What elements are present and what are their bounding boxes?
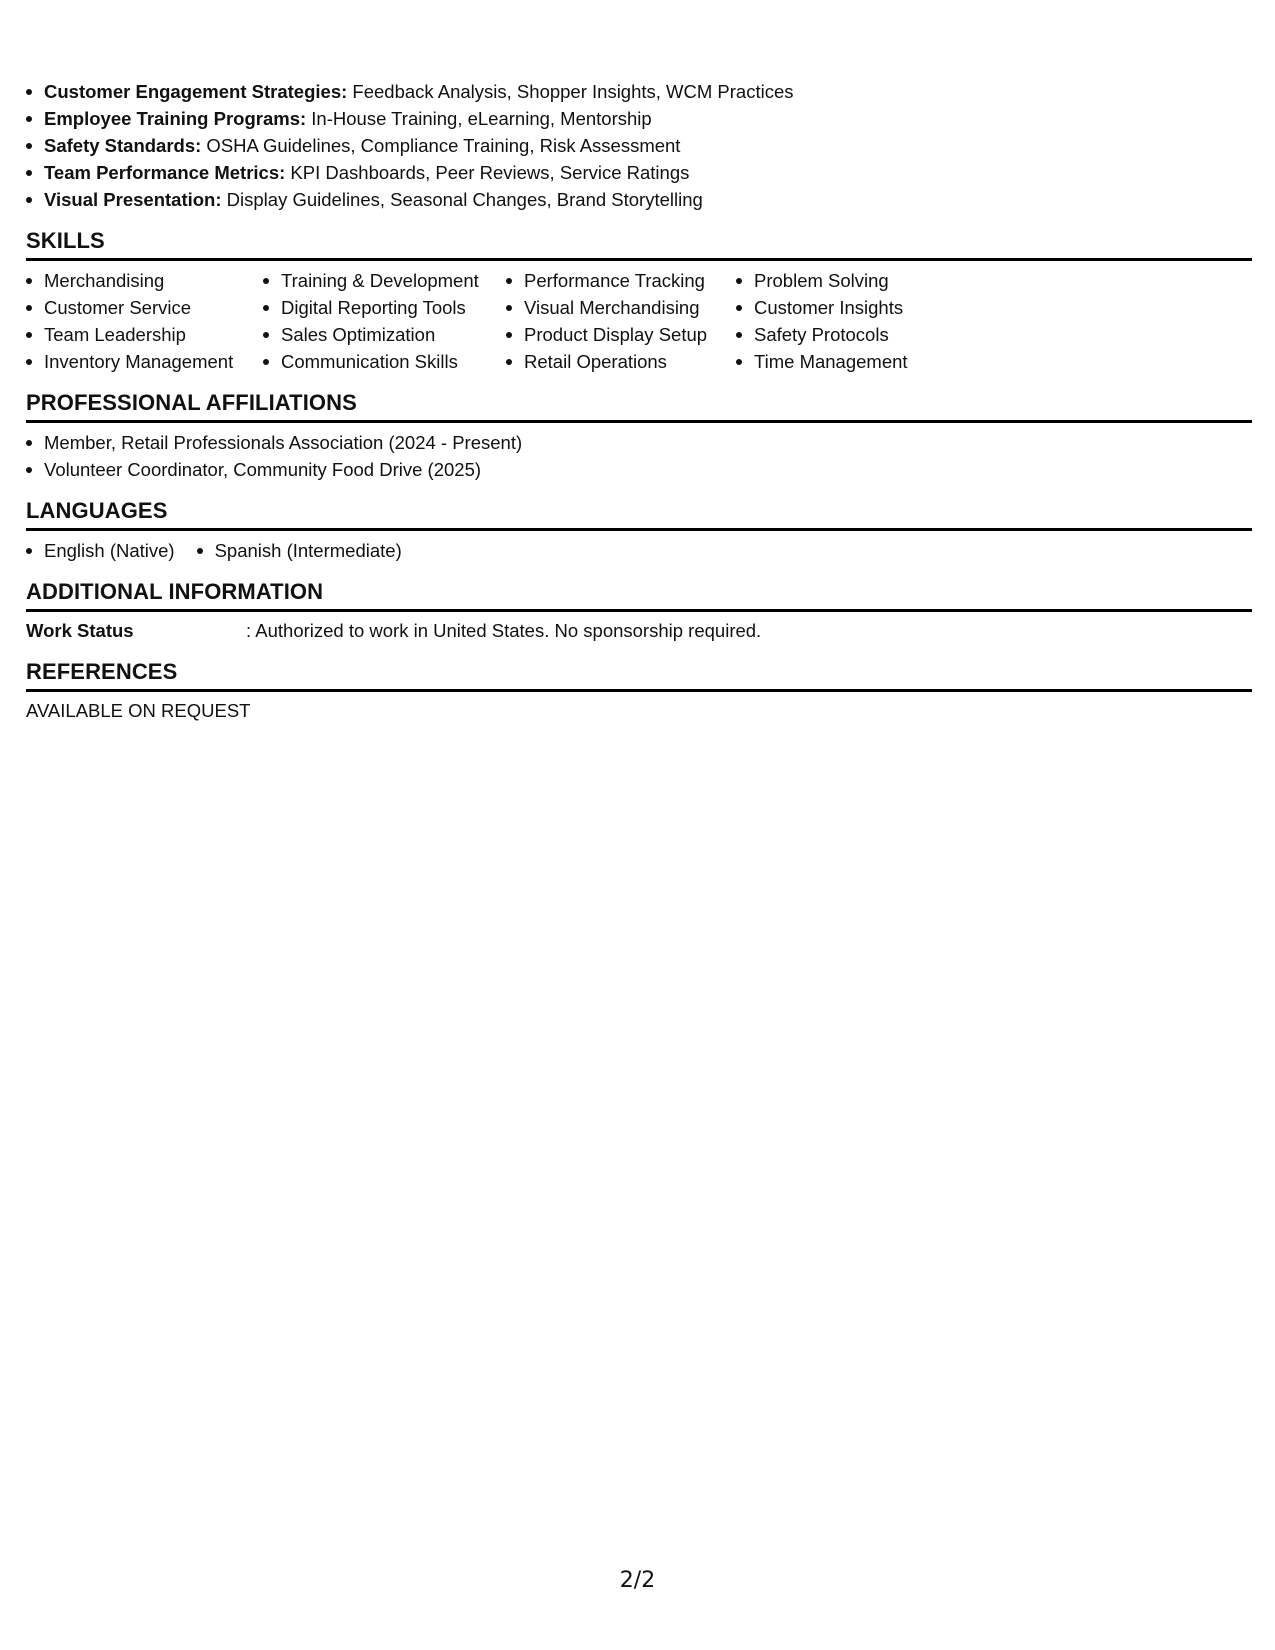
language-item: English (Native) [26,537,175,564]
additional-info-heading: ADDITIONAL INFORMATION [26,564,1252,612]
skills-column [506,267,736,375]
skill-item: Visual Merchandising [506,294,736,321]
skill-item: Product Display Setup [506,321,736,348]
skills-heading: SKILLS [26,213,1252,261]
item-text: OSHA Guidelines, Compliance Training, Risk Assessment [201,135,681,156]
work-status-value: : Authorized to work in United States. No sponsorship required. [246,620,762,641]
list-item [26,132,1252,159]
skills-column [263,267,506,375]
work-status-label: Work Status [26,620,134,641]
skills-column [26,267,263,375]
top-bullet-list [26,78,1252,213]
skill-item: Retail Operations [506,348,736,375]
skill-item: Time Management [736,348,956,375]
affiliations-heading: PROFESSIONAL AFFILIATIONS [26,375,1252,423]
item-text: Feedback Analysis, Shopper Insights, WCM Practices [347,81,794,102]
skill-item: Team Leadership [26,321,263,348]
language-item: Spanish (Intermediate) [197,537,402,564]
skill-item: Merchandising [26,267,263,294]
list-item [26,159,1252,186]
skill-item: Performance Tracking [506,267,736,294]
languages-list [26,531,1252,564]
skill-item: Sales Optimization [263,321,506,348]
skill-item: Customer Insights [736,294,956,321]
skill-item: Inventory Management [26,348,263,375]
skill-item: Customer Service [26,294,263,321]
affiliation-item: Volunteer Coordinator, Community Food Drive (2025) [26,456,1252,483]
references-text: AVAILABLE ON REQUEST [26,700,251,721]
skill-item: Problem Solving [736,267,956,294]
item-text: KPI Dashboards, Peer Reviews, Service Ratings [285,162,690,183]
languages-heading: LANGUAGES [26,483,1252,531]
skill-item: Communication Skills [263,348,506,375]
affiliations-list [26,423,1252,483]
list-item [26,78,1252,105]
item-label: Customer Engagement Strategies: [44,81,348,102]
item-label: Team Performance Metrics: [44,162,286,183]
affiliation-item: Member, Retail Professionals Association (2024 - Present) [26,429,1252,456]
page-number: 2/2 [619,1568,656,1593]
item-text: Display Guidelines, Seasonal Changes, Brand Storytelling [221,189,703,210]
item-label: Visual Presentation: [44,189,222,210]
resume-page [26,78,1252,724]
item-label: Safety Standards: [44,135,202,156]
skill-item: Digital Reporting Tools [263,294,506,321]
references-heading: REFERENCES [26,644,1252,692]
list-item [26,186,1252,213]
skills-column [736,267,956,375]
list-item [26,105,1252,132]
item-text: In-House Training, eLearning, Mentorship [306,108,652,129]
skill-item: Training & Development [263,267,506,294]
work-status-row [26,612,1252,644]
item-label: Employee Training Programs: [44,108,307,129]
skill-item: Safety Protocols [736,321,956,348]
skills-grid [26,261,1252,375]
